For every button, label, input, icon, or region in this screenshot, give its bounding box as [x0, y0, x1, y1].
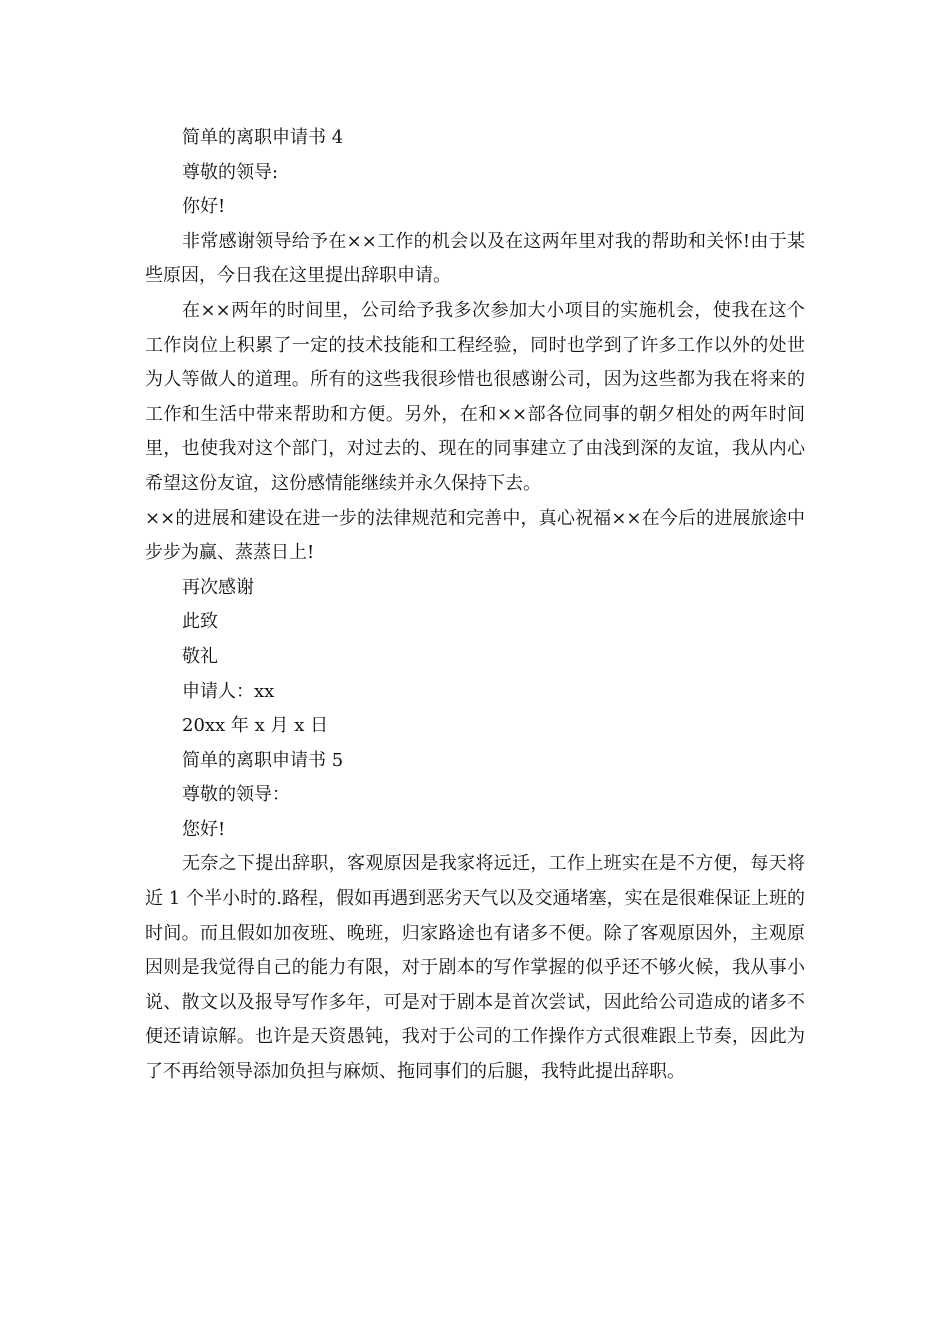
letter4-thanks-again: 再次感谢 [182, 576, 254, 598]
letter4-greeting: 你好! [182, 196, 226, 218]
letter5-title: 简单的离职申请书 5 [182, 749, 344, 771]
letter4-paragraph-2: 在××两年的时间里，公司给予我多次参加大小项目的实施机会，使我在这个工作岗位上积累了一定的技术技能和工程经验，同时也学到了许多工作以外的处世为人等做人的道理。所有的这些我很珍惜也很感谢公司，因为这些都为我在将来的工作和生活中带来帮助和方便。另外，在和××部各位同事的朝夕相处的两年时间里，也使我对这个部门，对过去的、现在的同事建立了由浅到深的友谊，我从内心希望这份友谊，这份感情能继续并永久保持下去。 [145, 299, 805, 494]
letter4-title: 简单的离职申请书 4 [182, 127, 344, 148]
document-page [145, 121, 805, 1090]
letter5-paragraph: 无奈之下提出辞职，客观原因是我家将远迁，工作上班实在是不方便，每天将近 1 个半小时的.路程，假如再遇到恶劣天气以及交通堵塞，实在是很难保证上班的时间。而且假如加夜班、晚班，归家路途也有诸多不便。除了客观原因外，主观原因则是我觉得自己的能力有限，对于剧本的写作掌握的似乎还不够火候，我从事小说、散文以及报导写作多年，可是对于剧本是首次尝试，因此给公司造成的诸多不便还请谅解。也许是天资愚钝，我对于公司的工作操作方式很难跟上节奏，因此为了不再给领导添加负担与麻烦、拖同事们的后腿，我特此提出辞职。 [145, 853, 805, 1083]
letter5-greeting: 您好! [182, 818, 226, 840]
letter4-salutation: 尊敬的领导: [182, 161, 279, 183]
letter5-salutation: 尊敬的领导： [182, 784, 290, 806]
letter4-paragraph-1: 非常感谢领导给予在××工作的机会以及在这两年里对我的帮助和关怀!由于某些原因，今日我在这里提出辞职申请。 [145, 230, 805, 287]
letter4-closing-2: 敬礼 [182, 645, 218, 667]
letter4-closing-1: 此致 [182, 611, 218, 633]
letter4-paragraph-3: ××的进展和建设在进一步的法律规范和完善中，真心祝福××在今后的进展旅途中步步为赢、蒸蒸日上! [145, 507, 805, 564]
letter4-date: 20xx 年 x 月 x 日 [182, 715, 329, 737]
letter4-applicant: 申请人：xx [182, 680, 275, 702]
